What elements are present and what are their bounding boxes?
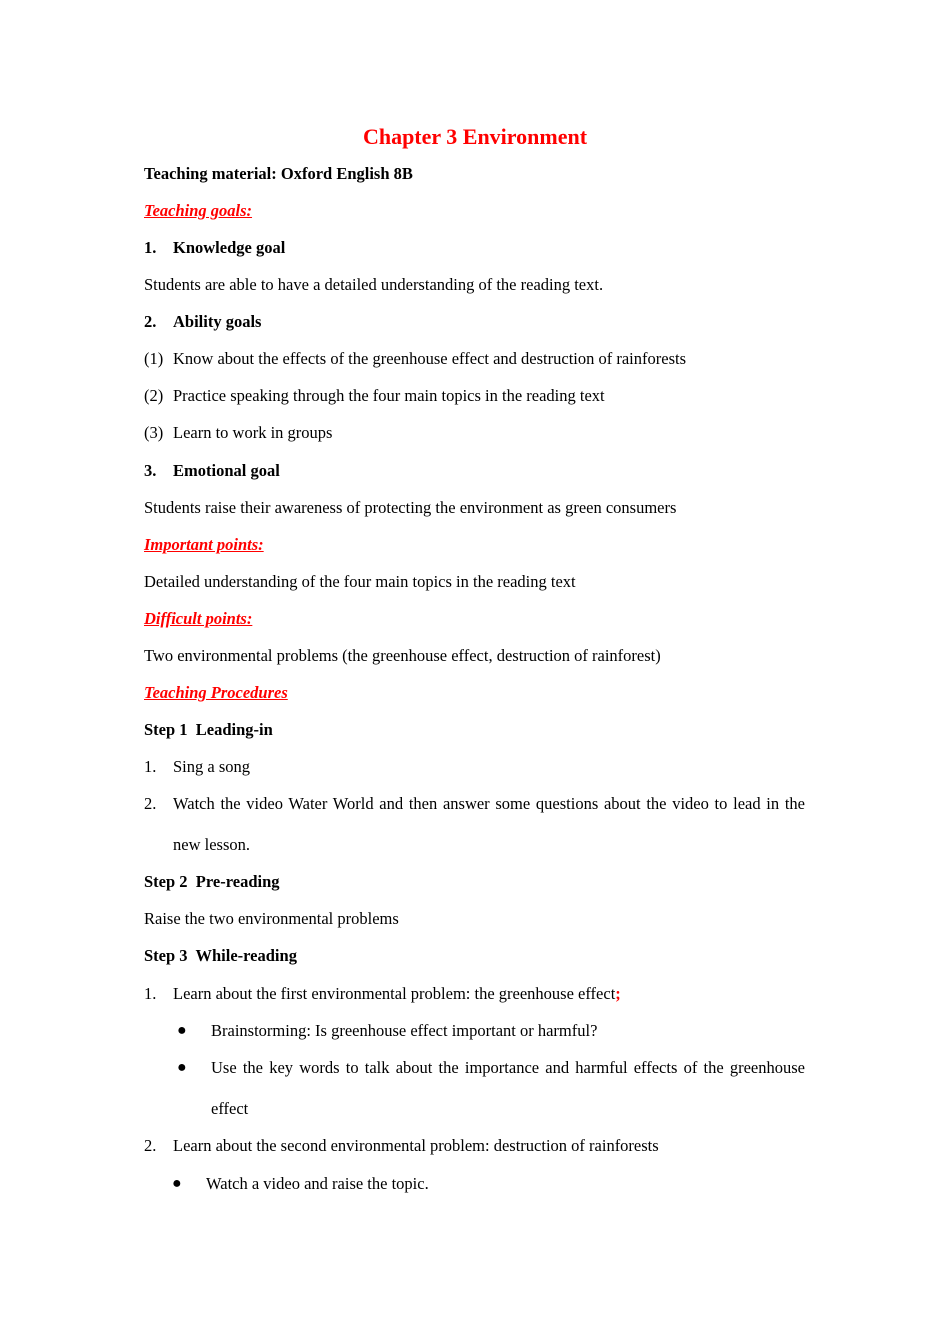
teaching-goals-heading: Teaching goals:: [144, 201, 253, 220]
list-item: [144, 386, 605, 406]
goal-1-number: 1.: [144, 238, 157, 257]
goal-3-number: 3.: [144, 461, 157, 480]
list-item-text: Practice speaking through the four main topics in the reading text: [173, 386, 605, 405]
step-3-title: Step 3 While-reading: [144, 946, 297, 965]
list-item-text: Learn about the first environmental problem: the greenhouse effect: [173, 984, 616, 1003]
list-item: [144, 349, 686, 369]
goal-1-text: Students are able to have a detailed understanding of the reading text.: [144, 275, 604, 294]
list-item: [144, 984, 621, 1004]
teaching-material: Teaching material: Oxford English 8B: [144, 164, 413, 183]
goal-2-heading: [144, 312, 261, 332]
list-item-number: 1.: [144, 984, 157, 1003]
list-item: [144, 1136, 659, 1156]
bullet-item-text: Use the key words to talk about the importance and harmful effects of the greenhouse: [211, 1058, 805, 1077]
goal-3-text: Students raise their awareness of protecting the environment as green consumers: [144, 498, 677, 517]
list-item-text: Sing a song: [173, 757, 251, 776]
difficult-points-heading: Difficult points:: [144, 609, 253, 628]
list-item-number: (3): [144, 423, 164, 442]
list-item-text: Watch the video Water World and then answer some questions about the video to lead in the: [173, 794, 805, 813]
step-2-title: Step 2 Pre-reading: [144, 872, 280, 891]
goal-2-number: 2.: [144, 312, 157, 331]
bullet-item-text: Brainstorming: Is greenhouse effect important or harmful?: [211, 1021, 598, 1040]
list-item-text: Learn to work in groups: [173, 423, 333, 442]
list-item: [144, 757, 250, 777]
bullet-item-text-continued: effect: [211, 1099, 249, 1118]
list-item-number: (2): [144, 386, 164, 405]
goal-1-label: Knowledge goal: [173, 238, 286, 257]
step-1-title: Step 1 Leading-in: [144, 720, 273, 739]
list-item-text: Know about the effects of the greenhouse effect and destruction of rainforests: [173, 349, 686, 368]
list-item-text-continued: new lesson.: [173, 835, 250, 854]
bullet-icon: ●: [177, 1059, 187, 1076]
goal-2-label: Ability goals: [173, 312, 262, 331]
difficult-points-text: Two environmental problems (the greenhouse effect, destruction of rainforest): [144, 646, 661, 665]
semicolon-mark: ;: [615, 984, 621, 1003]
document-title: Chapter 3 Environment: [362, 124, 588, 149]
teaching-procedures-heading: Teaching Procedures: [144, 683, 288, 702]
bullet-icon: ●: [177, 1022, 187, 1039]
goal-3-heading: [144, 461, 280, 481]
list-item-number: 2.: [144, 1136, 157, 1155]
important-points-heading: Important points:: [144, 535, 264, 554]
list-item-number: (1): [144, 349, 164, 368]
bullet-icon: ●: [172, 1175, 182, 1192]
list-item-number: 2.: [144, 794, 157, 813]
goal-3-label: Emotional goal: [173, 461, 280, 480]
list-item: [144, 423, 332, 443]
list-item-text: Learn about the second environmental problem: destruction of rainforests: [173, 1136, 659, 1155]
step-2-text: Raise the two environmental problems: [144, 909, 399, 928]
goal-1-heading: [144, 238, 285, 258]
bullet-item-text: Watch a video and raise the topic.: [206, 1174, 429, 1193]
list-item-number: 1.: [144, 757, 157, 776]
important-points-text: Detailed understanding of the four main topics in the reading text: [144, 572, 576, 591]
